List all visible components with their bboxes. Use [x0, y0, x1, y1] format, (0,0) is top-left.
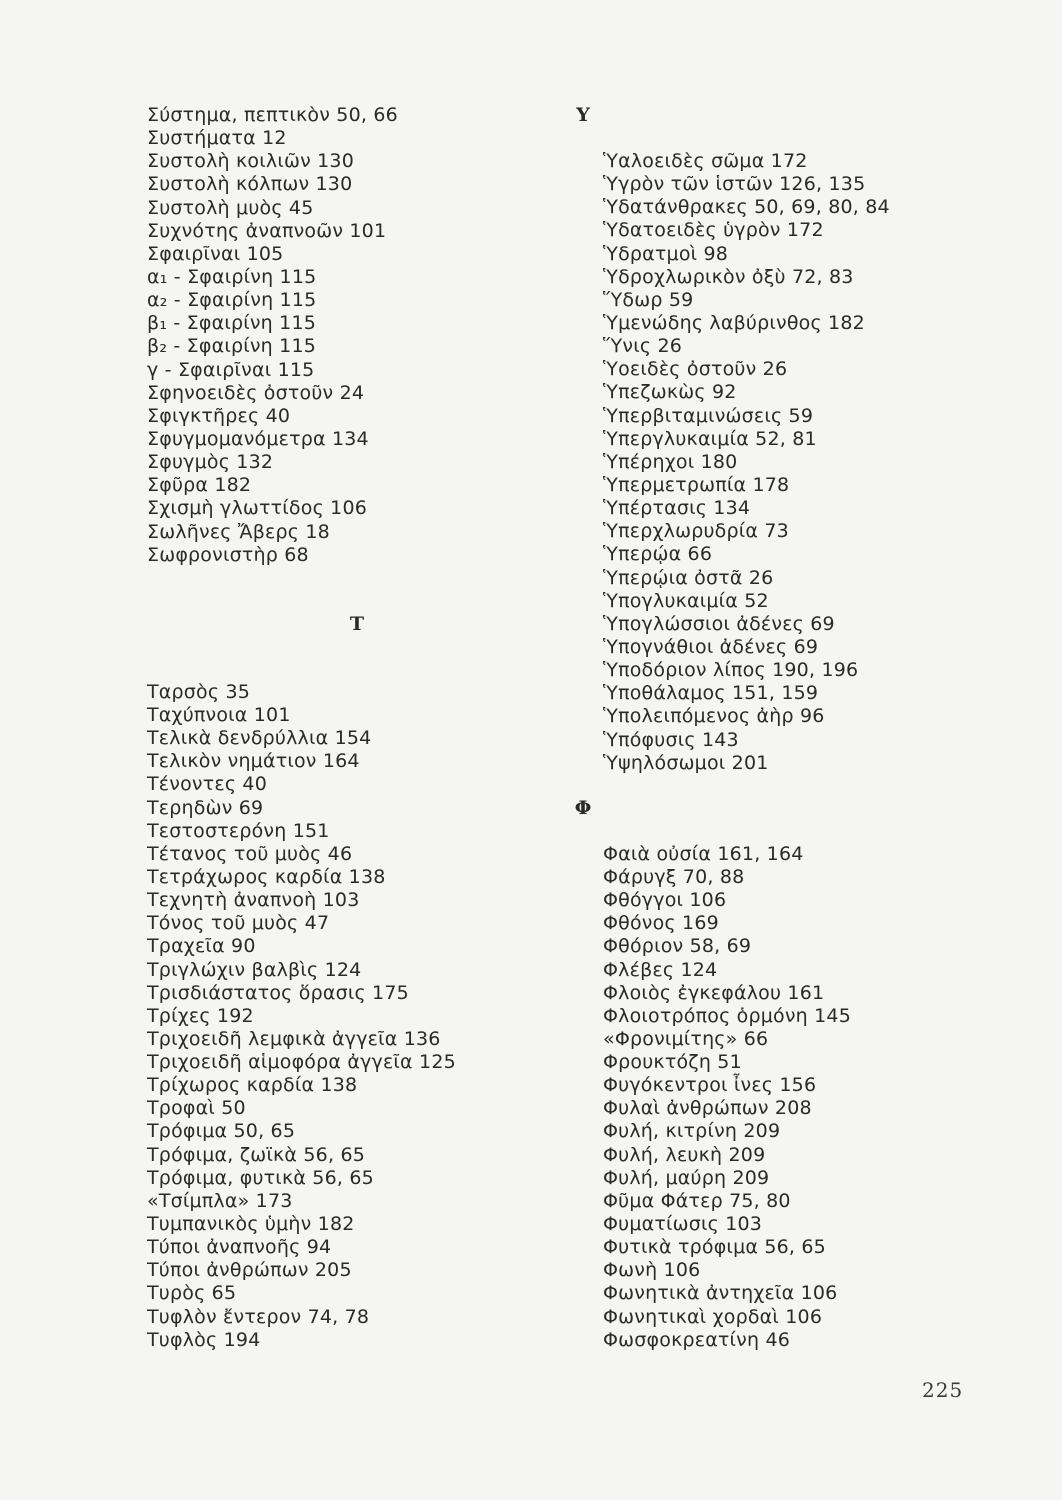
- section-letter-tau: T: [349, 612, 365, 635]
- index-entry: Σωφρονιστὴρ 68: [147, 543, 309, 566]
- index-entry: Τόνος τοῦ μυὸς 47: [147, 912, 330, 935]
- index-entry: Ὑπόφυσις 143: [603, 728, 739, 751]
- index-entry: Τρίχες 192: [147, 1004, 254, 1027]
- index-entry: Συστήματα 12: [147, 127, 287, 150]
- index-entry: Φλοιοτρόπος ὁρμόνη 145: [603, 1004, 852, 1027]
- index-entry: Φθόριον 58, 69: [603, 935, 752, 958]
- index-entry: Φωνὴ 106: [603, 1259, 701, 1282]
- index-entry: Ὑπερβιταμινώσεις 59: [603, 404, 814, 427]
- index-entry: Ὑπεζωκὼς 92: [603, 381, 737, 404]
- index-entry: Ὑπογνάθιοι ἀδένες 69: [603, 635, 819, 658]
- index-entry: Ὑδατοειδὲς ὑγρὸν 172: [603, 219, 824, 242]
- index-entry: Ὑγρὸν τῶν ἱστῶν 126, 135: [603, 173, 866, 196]
- sigma-entries: [147, 104, 567, 567]
- index-entry: Τυφλὸς 194: [147, 1328, 261, 1351]
- index-entry: α₂ - Σφαιρίνη 115: [147, 289, 317, 312]
- index-entry: Φλέβες 124: [603, 958, 718, 981]
- index-entry: Ὑπολειπόμενος ἀὴρ 96: [603, 705, 825, 728]
- index-entry: Ὑπερῴα 66: [603, 543, 713, 566]
- index-entry: Τέτανος τοῦ μυὸς 46: [147, 842, 353, 865]
- index-entry: Τετράχωρος καρδία 138: [147, 865, 386, 888]
- index-entry: «Τσίμπλα» 173: [147, 1189, 293, 1212]
- index-entry: Τερηδὼν 69: [147, 796, 264, 819]
- index-entry: Τελικὸν νημάτιον 164: [147, 750, 360, 773]
- index-entry: Συστολὴ κόλπων 130: [147, 173, 353, 196]
- index-entry: Φυλή, λευκὴ 209: [603, 1143, 766, 1166]
- upsilon-letter: Y: [576, 104, 590, 126]
- index-entry: Ὑδατάνθρακες 50, 69, 80, 84: [603, 196, 890, 219]
- index-entry: Ὑπογλώσσιοι ἀδένες 69: [603, 612, 835, 635]
- index-entry: Φυτικὰ τρόφιμα 56, 65: [603, 1236, 826, 1259]
- right-column: [574, 104, 1023, 1352]
- index-entry: Συστολὴ κοιλιῶν 130: [147, 150, 354, 173]
- index-entry: Σφυγμομανόμετρα 134: [147, 427, 369, 450]
- index-entry: Φάρυγξ 70, 88: [603, 865, 745, 888]
- index-entry: Φθόγγοι 106: [603, 889, 727, 912]
- index-entry: β₁ - Σφαιρίνη 115: [147, 312, 317, 335]
- index-entry: Φυγόκεντροι ἶνες 156: [603, 1074, 817, 1097]
- index-entry: Ὑδρατμοὶ 98: [603, 242, 729, 265]
- index-entry: Ὑπογλυκαιμία 52: [603, 589, 769, 612]
- index-entry: Φαιὰ οὐσία 161, 164: [603, 842, 804, 865]
- index-entry: Φλοιὸς ἐγκεφάλου 161: [603, 981, 825, 1004]
- index-entry: Συχνότης ἀναπνοῶν 101: [147, 219, 387, 242]
- index-entry: Ὑπερχλωρυδρία 73: [603, 520, 789, 543]
- index-entry: Τεχνητὴ ἀναπνοὴ 103: [147, 889, 360, 912]
- index-entry: Ὑψηλόσωμοι 201: [603, 751, 769, 774]
- index-entry: Σχισμὴ γλωττίδος 106: [147, 497, 368, 520]
- index-entry: Σφῦρα 182: [147, 474, 252, 497]
- index-entry: Σωλῆνες Ἄβερς 18: [147, 520, 330, 543]
- index-entry: Σφηνοειδὲς ὀστοῦν 24: [147, 381, 365, 404]
- index-entry: Τρισδιάστατος ὅρασις 175: [147, 981, 409, 1004]
- index-entry: Ὑποθάλαμος 151, 159: [603, 682, 819, 705]
- phi-letter: Φ: [574, 796, 592, 819]
- index-entry: Ὑοειδὲς ὀστοῦν 26: [603, 358, 788, 381]
- index-entry: Ὕνις 26: [603, 335, 683, 358]
- index-entry: β₂ - Σφαιρίνη 115: [147, 335, 317, 358]
- index-entry: Φυματίωσις 103: [603, 1213, 763, 1236]
- index-entry: Ὑαλοειδὲς σῶμα 172: [603, 150, 808, 172]
- tau-entries: [147, 681, 567, 1352]
- index-entry: Σφαιρῖναι 105: [147, 242, 284, 265]
- upsilon-entries: [603, 150, 1023, 775]
- index-entry: Τρόφιμα 50, 65: [147, 1120, 296, 1143]
- index-entry: α₁ - Σφαιρίνη 115: [147, 265, 317, 288]
- index-entry: Σύστημα, πεπτικὸν 50, 66: [147, 104, 398, 126]
- index-entry: Τριχοειδῆ αἱμοφόρα ἀγγεῖα 125: [147, 1051, 456, 1074]
- index-entry: Τρόφιμα, ζωϊκὰ 56, 65: [147, 1143, 366, 1166]
- index-entry: Τυφλὸν ἔντερον 74, 78: [147, 1305, 370, 1328]
- index-entry: Ὕδωρ 59: [603, 288, 694, 311]
- index-entry: Συστολὴ μυὸς 45: [147, 196, 314, 219]
- index-entry: Σφιγκτῆρες 40: [147, 404, 291, 427]
- index-entry: Ὑπερμετρωπία 178: [603, 473, 790, 496]
- index-entry: Τελικὰ δενδρύλλια 154: [147, 727, 372, 750]
- index-entry: Τυρὸς 65: [147, 1282, 237, 1305]
- index-entry: Φωνητικαὶ χορδαὶ 106: [603, 1305, 823, 1328]
- index-entry: γ - Σφαιρῖναι 115: [147, 358, 315, 381]
- index-entry: Φθόνος 169: [603, 912, 719, 935]
- page-number: 225: [922, 1378, 964, 1402]
- index-entry: «Φρονιμίτης» 66: [603, 1027, 769, 1050]
- index-entry: Τριχοειδῆ λεμφικὰ ἀγγεῖα 136: [147, 1027, 441, 1050]
- section-letter-phi: [373, 797, 793, 820]
- index-entry: Φῦμα Φάτερ 75, 80: [603, 1189, 791, 1212]
- index-entry: Τεστοστερόνη 151: [147, 819, 330, 842]
- index-entry: Ταρσὸς 35: [147, 680, 251, 703]
- index-entry: Φυλή, κιτρίνη 209: [603, 1120, 781, 1143]
- index-entry: Ταχύπνοια 101: [147, 703, 291, 726]
- index-entry: Τένοντες 40: [147, 773, 268, 796]
- phi-entries: [603, 843, 1023, 1352]
- index-entry: Τύποι ἀνθρώπων 205: [147, 1259, 352, 1282]
- index-entry: Τρόφιμα, φυτικὰ 56, 65: [147, 1166, 374, 1189]
- left-column: [147, 104, 567, 1352]
- index-entry: Ὑμενώδης λαβύρινθος 182: [603, 311, 865, 334]
- index-entry: Σφυγμὸς 132: [147, 451, 274, 474]
- index-entry: Ὑπερῴια ὀστᾶ 26: [603, 566, 774, 589]
- index-entry: Τυμπανικὸς ὑμὴν 182: [147, 1213, 355, 1236]
- index-entry: Ὑποδόριον λίπος 190, 196: [603, 659, 859, 682]
- index-entry: Τριγλώχιν βαλβὶς 124: [147, 958, 362, 981]
- index-entry: Ὑδροχλωρικὸν ὀξὺ 72, 83: [603, 265, 854, 288]
- index-entry: Τραχεῖα 90: [147, 935, 256, 958]
- index-entry: Ὑπέρηχοι 180: [603, 450, 738, 473]
- index-entry: Φρουκτόζη 51: [603, 1051, 742, 1074]
- section-letter-upsilon: [373, 104, 793, 127]
- index-entry: Τροφαὶ 50: [147, 1097, 246, 1120]
- index-entry: Φωσφοκρεατίνη 46: [603, 1328, 791, 1351]
- index-entry: Φυλαὶ ἀνθρώπων 208: [603, 1097, 812, 1120]
- index-entry: Τρίχωρος καρδία 138: [147, 1074, 358, 1097]
- index-entry: Ὑπεργλυκαιμία 52, 81: [603, 427, 817, 450]
- index-entry: Ὑπέρτασις 134: [603, 497, 751, 520]
- index-entry: Τύποι ἀναπνοῆς 94: [147, 1236, 332, 1259]
- index-entry: Φωνητικὰ ἀντηχεῖα 106: [603, 1282, 838, 1305]
- index-entry: Φυλή, μαύρη 209: [603, 1166, 770, 1189]
